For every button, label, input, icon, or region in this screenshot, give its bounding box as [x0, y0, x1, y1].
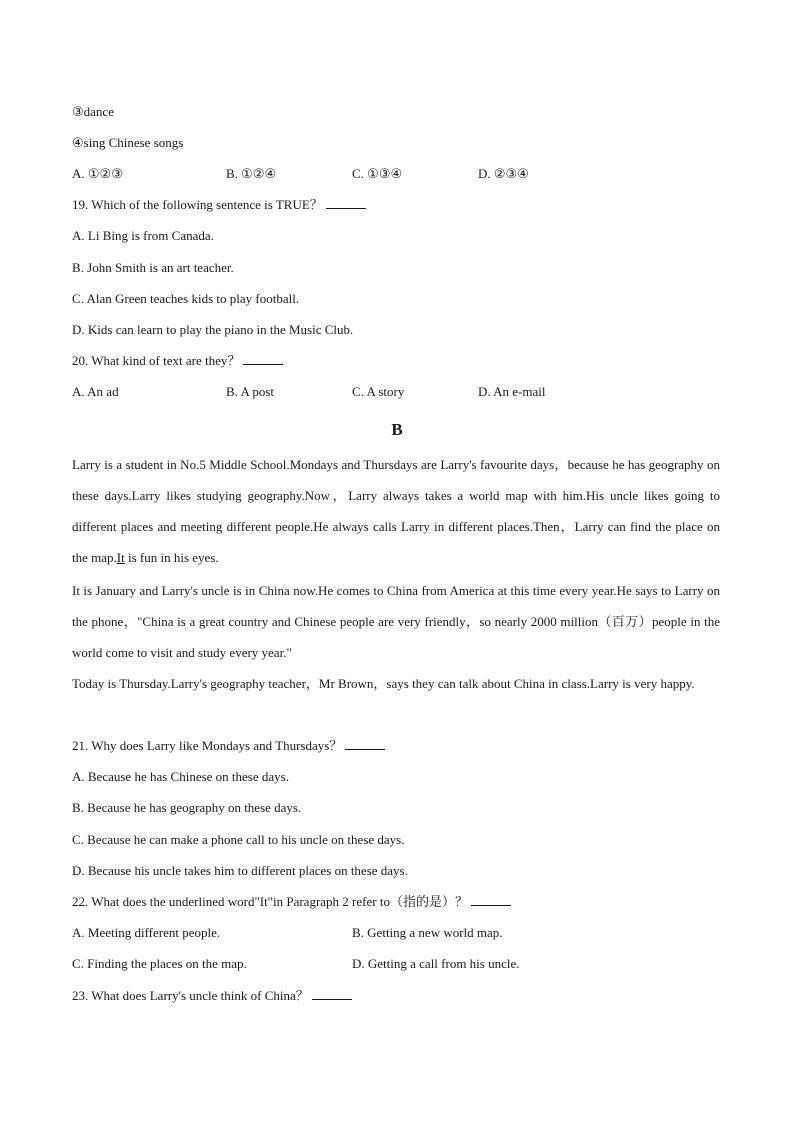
q21-stem-text: 21. Why does Larry like Mondays and Thursdays？ — [72, 738, 343, 753]
q22-answer-blank[interactable] — [471, 894, 511, 906]
paragraph-1-text: Larry is a student in No.5 Middle School.Mondays and Thursdays are Larry's favourite days，because he has geography on these days.Larry likes studying geography.Now，Larry always takes a world map with him.His uncle likes going to different places and meeting different people.He always calls Larry in different places.Then，Larry can find the place on the map. — [72, 457, 720, 565]
q21-option-b[interactable]: B. Because he has geography on these days. — [72, 800, 302, 815]
q22-option-d[interactable]: D. Getting a call from his uncle. — [352, 956, 520, 971]
section-heading: B — [391, 420, 403, 439]
q18-option-a[interactable]: A. ①②③ — [72, 166, 123, 181]
q19-stem — [72, 197, 366, 213]
q20-stem — [72, 353, 283, 369]
q22-options-row-1 — [72, 925, 722, 941]
q18-item-3: ③dance — [72, 104, 114, 119]
q20-stem-text: 20. What kind of text are they？ — [72, 353, 241, 368]
passage-paragraph-2: It is January and Larry's uncle is in China now.He comes to China from America at this time every year.He says to Larry on the phone，"China is a great country and Chinese people are very friendly，so nearly 2000 million（百万）people in the world come to visit and study every year." — [72, 583, 720, 660]
q20-option-a[interactable]: A. An ad — [72, 384, 119, 399]
q20-option-b[interactable]: B. A post — [226, 384, 275, 399]
q21-option-a[interactable]: A. Because he has Chinese on these days. — [72, 769, 289, 784]
q21-answer-blank[interactable] — [345, 738, 385, 750]
q19-stem-text: 19. Which of the following sentence is TRUE？ — [72, 197, 323, 212]
q22-option-a[interactable]: A. Meeting different people. — [72, 925, 221, 940]
q19-option-b[interactable]: B. John Smith is an art teacher. — [72, 260, 234, 275]
paragraph-1-end: is fun in his eyes. — [124, 550, 219, 565]
q22-stem — [72, 894, 511, 910]
q20-answer-blank[interactable] — [243, 353, 283, 365]
passage-paragraph-3: Today is Thursday.Larry's geography teacher，Mr Brown，says they can talk about China in class.Larry is very happy. — [72, 676, 695, 691]
q22-stem-text: 22. What does the underlined word"It"in Paragraph 2 refer to（指的是）？ — [72, 894, 468, 909]
q22-options-row-2 — [72, 956, 722, 972]
q21-option-c[interactable]: C. Because he can make a phone call to his uncle on these days. — [72, 832, 405, 847]
underlined-word-it: It — [116, 550, 125, 565]
q23-stem-text: 23. What does Larry's uncle think of China？ — [72, 988, 309, 1003]
q18-option-d[interactable]: D. ②③④ — [478, 166, 529, 181]
q20-options — [72, 384, 722, 400]
passage-paragraph-1 — [72, 449, 720, 573]
q21-stem — [72, 738, 385, 754]
q20-option-c[interactable]: C. A story — [352, 384, 405, 399]
q19-option-c[interactable]: C. Alan Green teaches kids to play football. — [72, 291, 300, 306]
q22-option-c[interactable]: C. Finding the places on the map. — [72, 956, 247, 971]
q23-stem — [72, 988, 352, 1004]
q19-option-a[interactable]: A. Li Bing is from Canada. — [72, 228, 214, 243]
q22-option-b[interactable]: B. Getting a new world map. — [352, 925, 503, 940]
q21-option-d[interactable]: D. Because his uncle takes him to different places on these days. — [72, 863, 408, 878]
q20-option-d[interactable]: D. An e-mail — [478, 384, 546, 399]
q18-option-b[interactable]: B. ①②④ — [226, 166, 277, 181]
q18-option-c[interactable]: C. ①③④ — [352, 166, 403, 181]
q18-options — [72, 166, 722, 182]
q19-answer-blank[interactable] — [326, 197, 366, 209]
q19-option-d[interactable]: D. Kids can learn to play the piano in the Music Club. — [72, 322, 354, 337]
q18-item-4: ④sing Chinese songs — [72, 135, 184, 150]
q23-answer-blank[interactable] — [312, 988, 352, 1000]
